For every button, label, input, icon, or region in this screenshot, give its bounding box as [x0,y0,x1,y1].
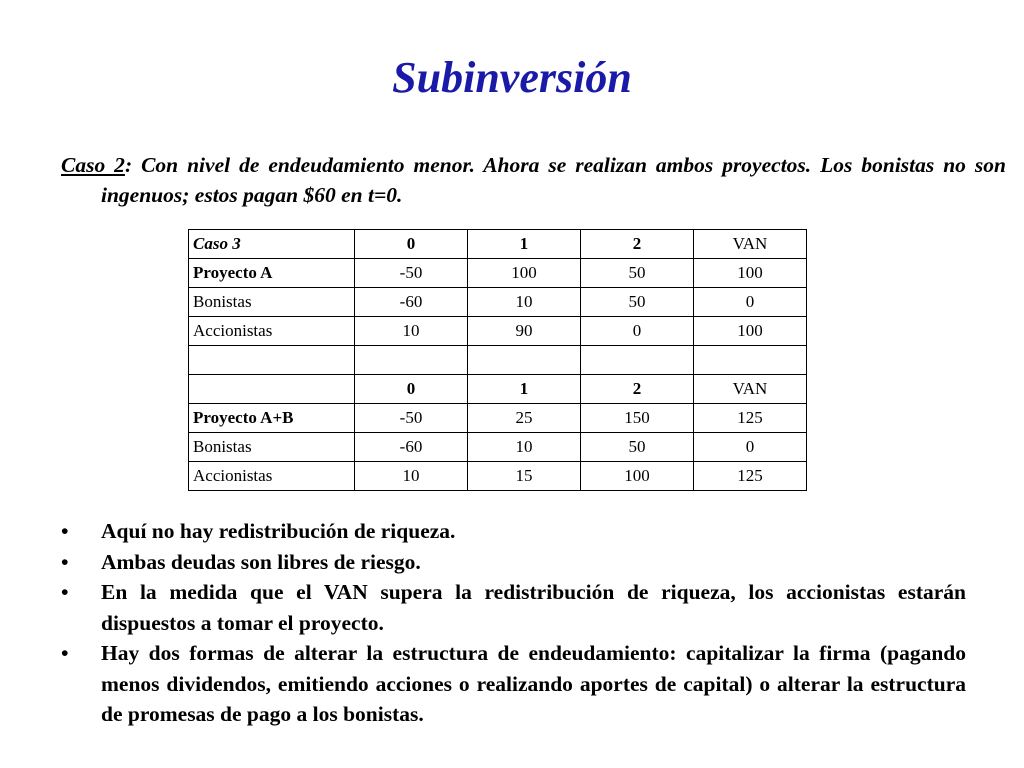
table-header-cell: VAN [694,230,807,259]
table-cell: 50 [581,288,694,317]
table-header-row [189,375,807,404]
table-cell: -60 [355,433,468,462]
table-cell: 50 [581,433,694,462]
table-cell: 100 [468,259,581,288]
bullet-text: Aquí no hay redistribución de riqueza. [101,519,456,543]
empty-cell [189,346,355,375]
table-header-cell: 2 [581,375,694,404]
list-item [61,638,966,730]
table-cell: 125 [694,404,807,433]
table-header-cell: VAN [694,375,807,404]
row-label: Accionistas [189,462,355,491]
bullet-text: En la medida que el VAN supera la redistribución de riqueza, los accionistas estarán dispuestos a tomar el proyecto. [101,580,966,635]
table-cell: -50 [355,259,468,288]
empty-cell [694,346,807,375]
table-cell: -60 [355,288,468,317]
row-label: Accionistas [189,317,355,346]
list-item [61,577,966,638]
table-cell: 10 [355,462,468,491]
table-cell: 100 [694,259,807,288]
row-label: Proyecto A+B [189,404,355,433]
table-header-cell: 0 [355,375,468,404]
row-label: Proyecto A [189,259,355,288]
table-header-cell: 1 [468,230,581,259]
bullet-marker: • [61,641,69,665]
empty-cell [355,346,468,375]
table-row [189,433,807,462]
list-item [61,516,966,547]
case-label: Caso 2 [61,153,125,177]
table-cell: 100 [581,462,694,491]
table-cell: 0 [694,433,807,462]
table-cell: 100 [694,317,807,346]
table-cell: 10 [355,317,468,346]
table-cell: 15 [468,462,581,491]
table-cell: 50 [581,259,694,288]
table-header-cell: 0 [355,230,468,259]
cash-flow-table [188,229,807,491]
intro-paragraph [61,150,1006,210]
row-label: Bonistas [189,433,355,462]
table-header-row [189,230,807,259]
table-cell: -50 [355,404,468,433]
slide-title: Subinversión [392,53,632,102]
row-label: Bonistas [189,288,355,317]
table-row [189,317,807,346]
table-spacer-row [189,346,807,375]
table-row [189,462,807,491]
table-header-cell [189,375,355,404]
empty-cell [581,346,694,375]
intro-text: : Con nivel de endeudamiento menor. Ahora se realizan ambos proyectos. Los bonistas no son ingenuos; estos pagan $60 en t=0. [101,153,1006,207]
table-cell: 10 [468,288,581,317]
bullet-marker: • [61,549,69,574]
table-header-cell: 1 [468,375,581,404]
bullet-marker: • [61,519,69,543]
bullet-list [61,516,966,730]
table-header-cell: 2 [581,230,694,259]
table-row [189,404,807,433]
table-cell: 90 [468,317,581,346]
bullet-text: Ambas deudas son libres de riesgo. [101,549,421,574]
table-cell: 125 [694,462,807,491]
bullet-marker: • [61,580,69,604]
table-cell: 150 [581,404,694,433]
table-header-cell: Caso 3 [189,230,355,259]
list-item [61,547,966,578]
table-row [189,288,807,317]
table-cell: 0 [694,288,807,317]
table-row [189,259,807,288]
table-cell: 10 [468,433,581,462]
table-cell: 0 [581,317,694,346]
bullet-text: Hay dos formas de alterar la estructura de endeudamiento: capitalizar la firma (pagando menos dividendos, emitiendo acciones o realizando aportes de capital) o alterar la estructura de promesas de pago a los bonistas. [101,641,966,726]
empty-cell [468,346,581,375]
table-cell: 25 [468,404,581,433]
